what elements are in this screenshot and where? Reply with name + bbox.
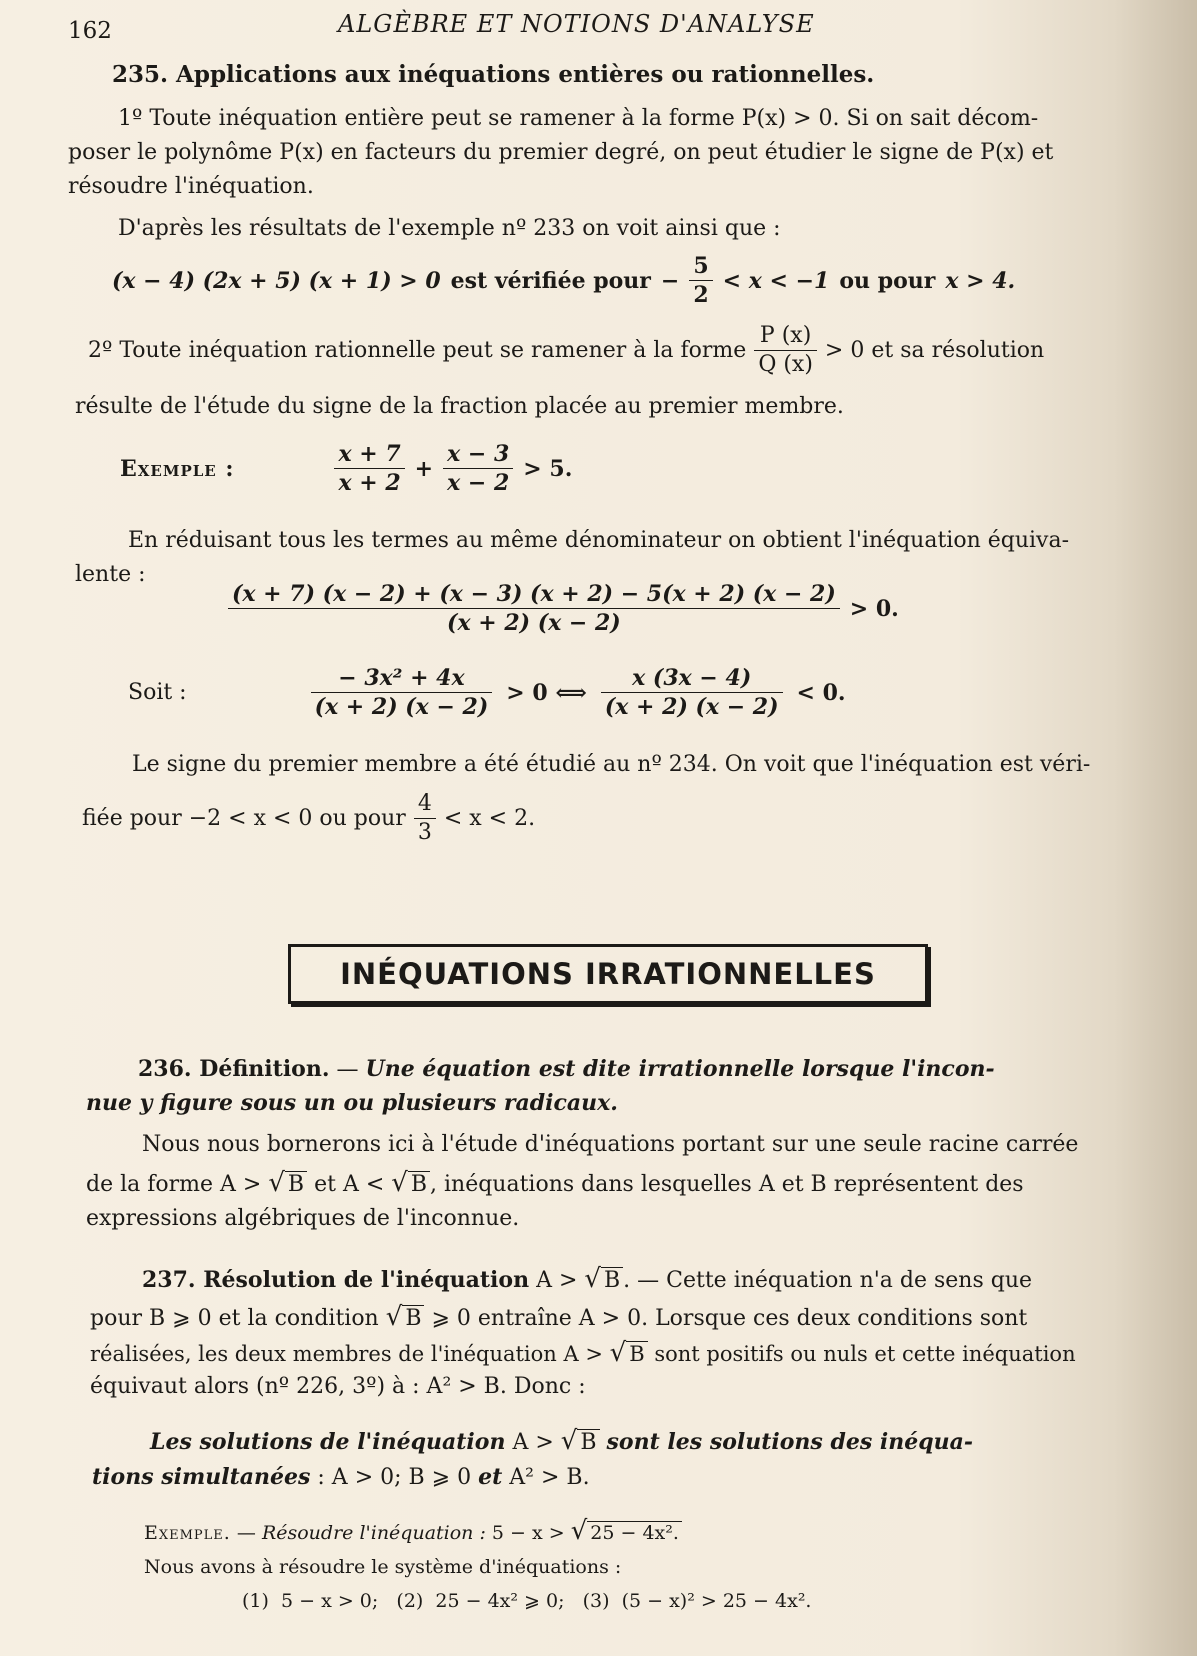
sqrt-b-4: √ B [386, 1300, 425, 1336]
sqrt-b-2: √ B [391, 1166, 430, 1202]
soit-label: Soit : [128, 679, 187, 705]
eq2-end: > 0. [849, 595, 899, 622]
ex-fraction-2 [443, 440, 513, 497]
s237-example-label: Exemple. [144, 1522, 231, 1544]
s237-line1 [142, 1262, 1032, 1298]
equation-1 [112, 252, 1015, 309]
sqrt-b-5: √ B [610, 1336, 648, 1371]
s235-p5-line1: Le signe du premier membre a été étudié au nº 234. On voit que l'inéquation est véri- [132, 752, 1091, 777]
sqrt-b-2-radicand: B [408, 1171, 430, 1197]
eq3-f1-num: − 3x² + 4x [311, 664, 493, 693]
sqrt-b-1: √ B [268, 1166, 307, 1202]
eq2-num: (x + 7) (x − 2) + (x − 3) (x + 2) − 5(x + 2) (x − 2) [228, 580, 840, 609]
page-header [68, 10, 848, 50]
s236-p1-line1: Nous nous bornerons ici à l'étude d'inéquations portant sur une seule racine carrée [142, 1132, 1079, 1157]
s235-p3-line2: résulte de l'étude du signe de la fraction placée au premier membre. [75, 394, 844, 419]
p5-frac-den: 3 [417, 820, 432, 845]
ex-f1-num: x + 7 [334, 440, 404, 469]
s237-example-math: 5 − x > [491, 1522, 565, 1544]
eq3-end: < 0. [796, 679, 846, 706]
s237-line2-b: ⩾ 0 entraîne A > 0. Lorsque ces deux conditions sont [431, 1306, 1028, 1331]
s235-p1-line2: poser le polynôme P(x) en facteurs du premier degré, on peut étudier le signe de P(x) et [68, 140, 1054, 165]
s235-p1-line1: 1º Toute inéquation entière peut se ramener à la forme P(x) > 0. Si on sait décom- [118, 106, 1039, 131]
s236-p1-line3: expressions algébriques de l'inconnue. [86, 1206, 520, 1231]
s237-line3-a: réalisées, les deux membres de l'inéquation A > [90, 1342, 603, 1366]
s235-p1-line3: résoudre l'inéquation. [68, 174, 314, 199]
p5-frac-num: 4 [414, 790, 436, 819]
s237-line2 [90, 1300, 1027, 1336]
equation-3 [128, 664, 846, 721]
rule-b: sont les solutions des inéqua- [606, 1429, 974, 1455]
equation-2 [228, 580, 899, 637]
sqrt-b-3: √ B [584, 1262, 623, 1298]
eq1-fraction [689, 252, 712, 309]
s237-line3 [90, 1336, 1076, 1371]
eq2-fraction [228, 580, 840, 637]
s237-example-text: Résoudre l'inéquation : [261, 1522, 486, 1544]
ex-fraction-1 [334, 440, 404, 497]
page-number: 162 [68, 18, 112, 44]
s237-example-dash: — [236, 1522, 256, 1544]
ex-end: > 5. [523, 455, 573, 482]
sqrt-b-6-radicand: B [577, 1429, 599, 1455]
p3-start: 2º Toute inéquation rationnelle peut se ramener à la forme [88, 337, 747, 363]
eq3-fraction-2 [601, 664, 783, 721]
sqrt-example: √ 25 − 4x². [571, 1514, 682, 1550]
p5-start: fiée pour −2 < x < 0 ou pour [82, 805, 406, 831]
s237-rule-line1 [150, 1424, 973, 1460]
s237-system: (1) 5 − x > 0; (2) 25 − 4x² ⩾ 0; (3) (5 − x)² > 25 − 4x². [242, 1590, 812, 1612]
eq3-mid: > 0 ⟺ [506, 679, 587, 706]
s236-heading-dash: — [336, 1057, 359, 1082]
eq3-f2-num: x (3x − 4) [601, 664, 783, 693]
sqrt-b-1-radicand: B [285, 1171, 307, 1197]
s236-p1-c: , inéquations dans lesquelles A et B représentent des [430, 1172, 1024, 1197]
s236-def-line2: nue y figure sous un ou plusieurs radicaux. [86, 1090, 618, 1116]
sqrt-example-radicand: 25 − 4x². [587, 1521, 682, 1544]
rule-a: Les solutions de l'inéquation [150, 1429, 506, 1455]
sqrt-b-6: √ B [561, 1424, 600, 1460]
s235-p2: D'après les résultats de l'exemple nº 233 on voit ainsi que : [118, 216, 781, 241]
eq3-f1-den: (x + 2) (x − 2) [314, 694, 489, 720]
example-1 [120, 440, 572, 497]
eq1-frac-num: 5 [689, 252, 712, 281]
section-title-box [288, 944, 928, 1004]
eq1-lhs: (x − 4) (2x + 5) (x + 1) > 0 [112, 267, 441, 294]
eq1-mid: < x < −1 [722, 267, 830, 294]
sqrt-b-4-radicand: B [402, 1305, 424, 1331]
ex-plus: + [414, 455, 434, 482]
s237-system-intro: Nous avons à résoudre le système d'inéquations : [144, 1556, 622, 1578]
s235-p5-line2 [82, 790, 535, 847]
ex-f2-num: x − 3 [443, 440, 513, 469]
running-title: ALGÈBRE ET NOTIONS D'ANALYSE [338, 10, 815, 38]
s237-example [144, 1514, 682, 1550]
s237-line4: équivaut alors (nº 226, 3º) à : A² > B. Donc : [90, 1374, 586, 1399]
sqrt-b-5-radicand: B [626, 1341, 647, 1366]
ex-f2-den: x − 2 [447, 470, 510, 496]
s237-heading: 237. Résolution de l'inéquation [142, 1267, 530, 1293]
example-label: Exemple : [120, 455, 235, 482]
section-title: INÉQUATIONS IRRATIONNELLES [340, 957, 876, 991]
eq1-text: est vérifiée pour [450, 267, 651, 294]
p3-end: > 0 et sa résolution [824, 337, 1045, 363]
rule-math: A > [512, 1430, 554, 1455]
s235-p3-line1 [88, 322, 1044, 379]
s237-line2-a: pour B ⩾ 0 et la condition [90, 1306, 379, 1331]
rule-d: : A > 0; B ⩾ 0 [317, 1465, 472, 1490]
section-235-heading: 235. Applications aux inéquations entières ou rationnelles. [112, 61, 875, 88]
eq3-fraction-1 [311, 664, 493, 721]
eq1-frac-den: 2 [693, 282, 709, 308]
eq1-or: ou pour [839, 267, 936, 294]
rule-et: et [478, 1464, 503, 1490]
p3-fraction [754, 322, 817, 379]
eq1-minus: − [660, 267, 680, 294]
s236-heading-num: 236. Définition. [138, 1056, 330, 1082]
s235-p4-line1: En réduisant tous les termes au même dénominateur on obtient l'inéquation équiva- [128, 528, 1070, 553]
p5-fraction [414, 790, 436, 847]
ex-f1-den: x + 2 [338, 470, 401, 496]
rule-c: tions simultanées [92, 1464, 311, 1490]
s236-p1-line2 [86, 1166, 1024, 1202]
eq3-f2-den: (x + 2) (x − 2) [604, 694, 779, 720]
eq2-den: (x + 2) (x − 2) [447, 610, 621, 636]
s236-p1-b: et A < [314, 1172, 385, 1197]
s237-line1-end: . — Cette inéquation n'a de sens que [623, 1268, 1033, 1293]
eq1-end: x > 4. [945, 267, 1016, 294]
s236-def-line1: Une équation est dite irrationnelle lorsque l'incon- [365, 1056, 995, 1082]
s236-heading-line1 [138, 1052, 995, 1087]
s237-heading-math: A > [536, 1268, 578, 1293]
sqrt-b-3-radicand: B [601, 1267, 623, 1293]
s236-p1-a: de la forme A > [86, 1172, 262, 1197]
s235-p4-line2: lente : [75, 562, 146, 587]
p3-frac-den: Q (x) [758, 352, 813, 377]
s237-rule-line2 [92, 1460, 590, 1495]
s237-line3-b: sont positifs ou nuls et cette inéquation [654, 1342, 1076, 1366]
p3-frac-num: P (x) [754, 322, 817, 351]
rule-e: A² > B. [509, 1465, 590, 1490]
p5-end: < x < 2. [443, 805, 536, 831]
